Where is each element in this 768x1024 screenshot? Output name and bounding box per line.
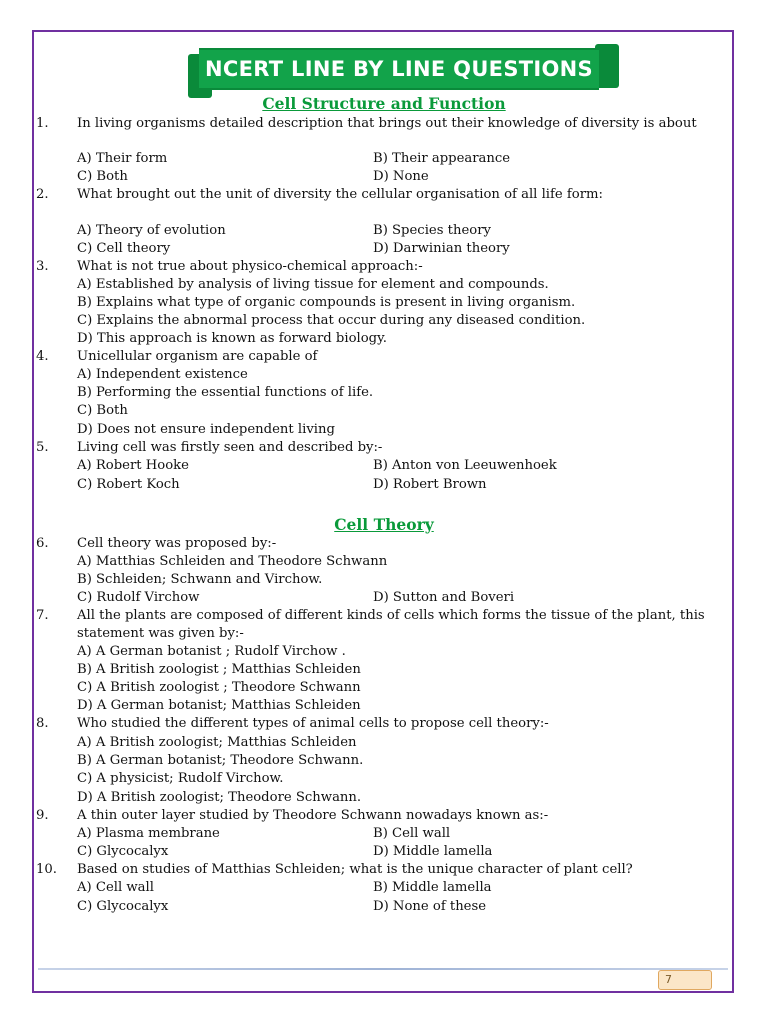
question-text: What is not true about physico-chemical approach:- — [77, 259, 423, 274]
option-d: D) None — [373, 169, 429, 184]
option-d: D) Sutton and Boveri — [373, 590, 515, 605]
question-text: What brought out the unit of diversity the cellular organisation of all life form: — [77, 187, 603, 202]
option-d: D) This approach is known as forward biology. — [77, 331, 387, 346]
option-d: D) Darwinian theory — [373, 241, 510, 256]
footer-divider — [38, 968, 728, 970]
question-number: 8. — [36, 716, 49, 731]
option-b: B) Explains what type of organic compounds is present in living organism. — [77, 295, 576, 310]
question-number: 7. — [36, 608, 49, 623]
option-c: C) Explains the abnormal process that occur during any diseased condition. — [77, 313, 586, 328]
title-banner — [193, 48, 613, 94]
option-a: A) Independent existence — [77, 367, 248, 382]
option-d: D) Does not ensure independent living — [77, 422, 335, 437]
option-b: B) Schleiden; Schwann and Virchow. — [77, 572, 323, 587]
option-a: A) Cell wall — [77, 880, 154, 895]
question-number: 10. — [36, 862, 57, 877]
question-text: Cell theory was proposed by:- — [77, 536, 277, 551]
option-c: C) Cell theory — [77, 241, 171, 256]
option-c: C) Glycocalyx — [77, 899, 169, 914]
option-a: A) Matthias Schleiden and Theodore Schwann — [77, 554, 388, 569]
option-c: C) Robert Koch — [77, 477, 180, 492]
option-a: A) A British zoologist; Matthias Schleiden — [77, 735, 357, 750]
option-c: C) Both — [77, 169, 128, 184]
option-a: A) Plasma membrane — [77, 826, 220, 841]
option-b: B) Performing the essential functions of life. — [77, 385, 374, 400]
question-text-continued: statement was given by:- — [77, 626, 244, 641]
option-b: B) Their appearance — [373, 151, 511, 166]
option-d: D) None of these — [373, 899, 487, 914]
question-text: Based on studies of Matthias Schleiden; what is the unique character of plant cell? — [77, 862, 633, 877]
option-a: A) Theory of evolution — [77, 223, 226, 238]
option-c: C) Rudolf Virchow — [77, 590, 200, 605]
option-c: C) Glycocalyx — [77, 844, 169, 859]
question-text: In living organisms detailed description that brings out their knowledge of diversity is about — [77, 116, 697, 131]
option-b: B) A British zoologist ; Matthias Schleiden — [77, 662, 361, 677]
option-a: A) Robert Hooke — [77, 458, 189, 473]
option-b: B) Middle lamella — [373, 880, 492, 895]
option-c: C) Both — [77, 403, 128, 418]
option-b: B) Species theory — [373, 223, 491, 238]
option-a: A) Established by analysis of living tissue for element and compounds. — [77, 277, 549, 292]
option-b: B) Anton von Leeuwenhoek — [373, 458, 557, 473]
option-d: D) A British zoologist; Theodore Schwann. — [77, 790, 362, 805]
page-number: 7 — [658, 970, 712, 990]
option-c: C) A British zoologist ; Theodore Schwann — [77, 680, 361, 695]
section-title-cell-structure: Cell Structure and Function — [262, 94, 506, 113]
question-text: Unicellular organism are capable of — [77, 349, 318, 364]
option-c: C) A physicist; Rudolf Virchow. — [77, 771, 284, 786]
question-number: 4. — [36, 349, 49, 364]
option-d: D) Robert Brown — [373, 477, 487, 492]
question-text: Living cell was firstly seen and described by:- — [77, 440, 383, 455]
option-b: B) Cell wall — [373, 826, 451, 841]
section-title-cell-theory: Cell Theory — [334, 515, 434, 534]
option-d: D) Middle lamella — [373, 844, 493, 859]
question-number: 3. — [36, 259, 49, 274]
question-number: 1. — [36, 116, 49, 131]
option-d: D) A German botanist; Matthias Schleiden — [77, 698, 361, 713]
question-number: 5. — [36, 440, 49, 455]
question-number: 6. — [36, 536, 49, 551]
question-number: 2. — [36, 187, 49, 202]
question-number: 9. — [36, 808, 49, 823]
question-text: Who studied the different types of animal cells to propose cell theory:- — [77, 716, 549, 731]
page-title: NCERT LINE BY LINE QUESTIONS — [199, 48, 599, 90]
question-text: A thin outer layer studied by Theodore Schwann nowadays known as:- — [77, 808, 549, 823]
option-a: A) A German botanist ; Rudolf Virchow . — [77, 644, 346, 659]
option-b: B) A German botanist; Theodore Schwann. — [77, 753, 364, 768]
option-a: A) Their form — [77, 151, 168, 166]
question-text: All the plants are composed of different kinds of cells which forms the tissue of the plant, this — [77, 608, 705, 623]
